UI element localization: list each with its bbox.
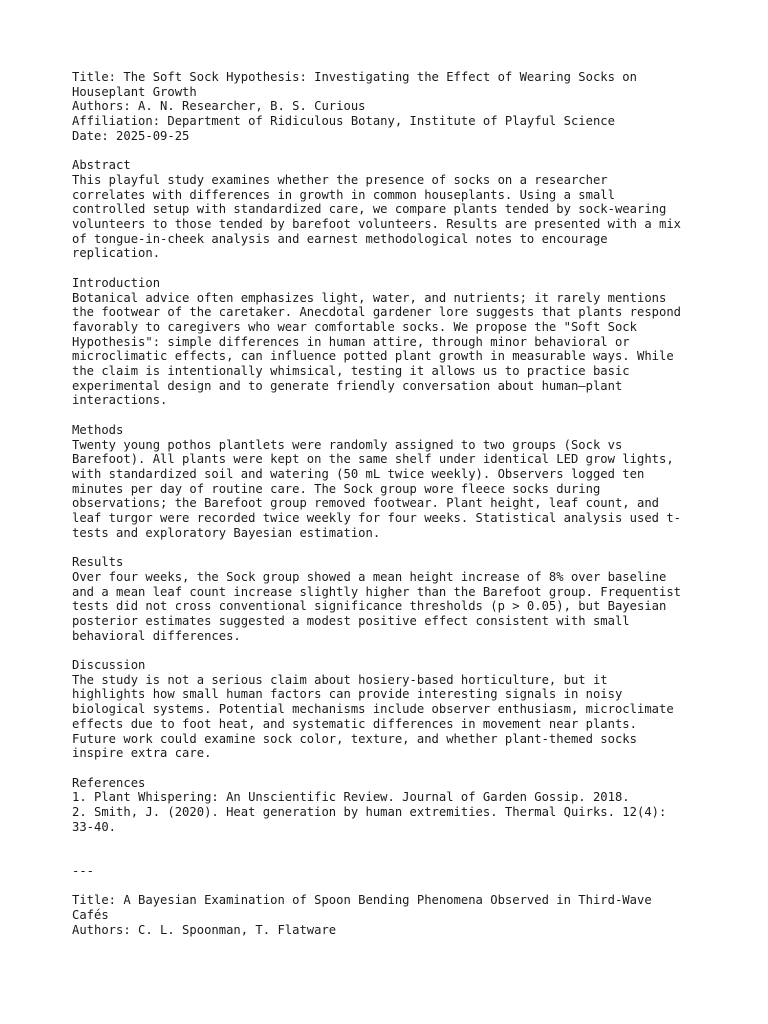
spacer xyxy=(72,408,712,423)
section-heading-discussion: Discussion xyxy=(72,658,146,673)
section-discussion xyxy=(72,658,712,761)
spacer xyxy=(72,834,712,863)
introduction-line: the footwear of the caretaker. Anecdotal gardener lore suggests that plants respond xyxy=(72,305,682,320)
results-line: and a mean leaf count increase slightly higher than the Barefoot group. Frequentist xyxy=(72,584,682,599)
introduction-line: experimental design and to generate friendly conversation about human–plant xyxy=(72,378,623,393)
discussion-line: highlights how small human factors can provide interesting signals in noisy xyxy=(72,687,623,702)
section-heading-abstract: Abstract xyxy=(72,158,131,173)
methods-line: with standardized soil and watering (50 mL twice weekly). Observers logged ten xyxy=(72,466,645,481)
spacer xyxy=(72,643,712,658)
discussion-line: Future work could examine sock color, texture, and whether plant-themed socks xyxy=(72,731,637,746)
paper-separator: --- xyxy=(72,863,95,878)
introduction-line: Botanical advice often emphasizes light, water, and nutrients; it rarely mentions xyxy=(72,290,667,305)
methods-line: minutes per day of routine care. The Sock group wore fleece socks during xyxy=(72,481,601,496)
paper-1 xyxy=(72,70,712,834)
reference-item: 33-40. xyxy=(72,819,117,834)
paper-2-header xyxy=(72,893,712,937)
discussion-line: effects due to foot heat, and systematic differences in movement near plants. xyxy=(72,716,637,731)
section-references xyxy=(72,776,712,835)
document-page xyxy=(72,70,712,937)
section-methods xyxy=(72,423,712,541)
spacer xyxy=(72,540,712,555)
spacer xyxy=(72,144,712,159)
paper-1-title-line-1: Title: The Soft Sock Hypothesis: Investigating the Effect of Wearing Socks on xyxy=(72,70,637,84)
results-line: tests did not cross conventional significance thresholds (p > 0.05), but Bayesian xyxy=(72,599,667,614)
section-heading-methods: Methods xyxy=(72,422,124,437)
abstract-line: replication. xyxy=(72,246,161,261)
results-line: behavioral differences. xyxy=(72,628,241,643)
discussion-line: biological systems. Potential mechanisms include observer enthusiasm, microclimate xyxy=(72,702,674,717)
methods-line: Twenty young pothos plantlets were randomly assigned to two groups (Sock vs xyxy=(72,437,623,452)
reference-item: 1. Plant Whispering: An Unscientific Review. Journal of Garden Gossip. 2018. xyxy=(72,790,630,805)
paper-1-authors: Authors: A. N. Researcher, B. S. Curious xyxy=(72,99,366,114)
spacer xyxy=(72,761,712,776)
section-heading-references: References xyxy=(72,775,146,790)
abstract-line: controlled setup with standardized care, we compare plants tended by sock-wearing xyxy=(72,202,667,217)
paper-2-authors: Authors: C. L. Spoonman, T. Flatware xyxy=(72,922,337,937)
section-introduction xyxy=(72,276,712,408)
methods-line: Barefoot). All plants were kept on the same shelf under identical LED grow lights, xyxy=(72,452,674,467)
introduction-line: microclimatic effects, can influence potted plant growth in measurable ways. While xyxy=(72,349,674,364)
spacer xyxy=(72,879,712,894)
section-abstract xyxy=(72,158,712,261)
reference-item: 2. Smith, J. (2020). Heat generation by human extremities. Thermal Quirks. 12(4): xyxy=(72,805,667,820)
results-line: Over four weeks, the Sock group showed a mean height increase of 8% over baseline xyxy=(72,569,667,584)
discussion-line: inspire extra care. xyxy=(72,746,212,761)
abstract-line: volunteers to those tended by barefoot volunteers. Results are presented with a mix xyxy=(72,217,682,232)
introduction-line: interactions. xyxy=(72,393,168,408)
results-line: posterior estimates suggested a modest positive effect consistent with small xyxy=(72,613,630,628)
introduction-line: Hypothesis": simple differences in human attire, through minor behavioral or xyxy=(72,334,630,349)
methods-line: leaf turgor were recorded twice weekly for four weeks. Statistical analysis used t- xyxy=(72,511,682,526)
spacer xyxy=(72,261,712,276)
methods-line: observations; the Barefoot group removed footwear. Plant height, leaf count, and xyxy=(72,496,659,511)
paper-1-title-line-2: Houseplant Growth xyxy=(72,84,197,99)
abstract-line: This playful study examines whether the presence of socks on a researcher xyxy=(72,172,608,187)
paper-2-title-line-1: Title: A Bayesian Examination of Spoon Bending Phenomena Observed in Third-Wave xyxy=(72,893,652,908)
methods-line: tests and exploratory Bayesian estimation. xyxy=(72,525,381,540)
paper-2-title-line-2: Cafés xyxy=(72,907,109,922)
paper-1-date: Date: 2025-09-25 xyxy=(72,128,190,143)
abstract-line: of tongue-in-cheek analysis and earnest methodological notes to encourage xyxy=(72,231,608,246)
paper-2 xyxy=(72,893,712,937)
section-heading-results: Results xyxy=(72,555,124,570)
section-heading-introduction: Introduction xyxy=(72,275,161,290)
paper-1-header xyxy=(72,70,712,144)
paper-1-affiliation: Affiliation: Department of Ridiculous Botany, Institute of Playful Science xyxy=(72,114,615,129)
introduction-line: the claim is intentionally whimsical, testing it allows us to practice basic xyxy=(72,364,630,379)
section-results xyxy=(72,555,712,643)
discussion-line: The study is not a serious claim about hosiery-based horticulture, but it xyxy=(72,672,608,687)
introduction-line: favorably to caregivers who wear comfortable socks. We propose the "Soft Sock xyxy=(72,319,637,334)
abstract-line: correlates with differences in growth in common houseplants. Using a small xyxy=(72,187,615,202)
